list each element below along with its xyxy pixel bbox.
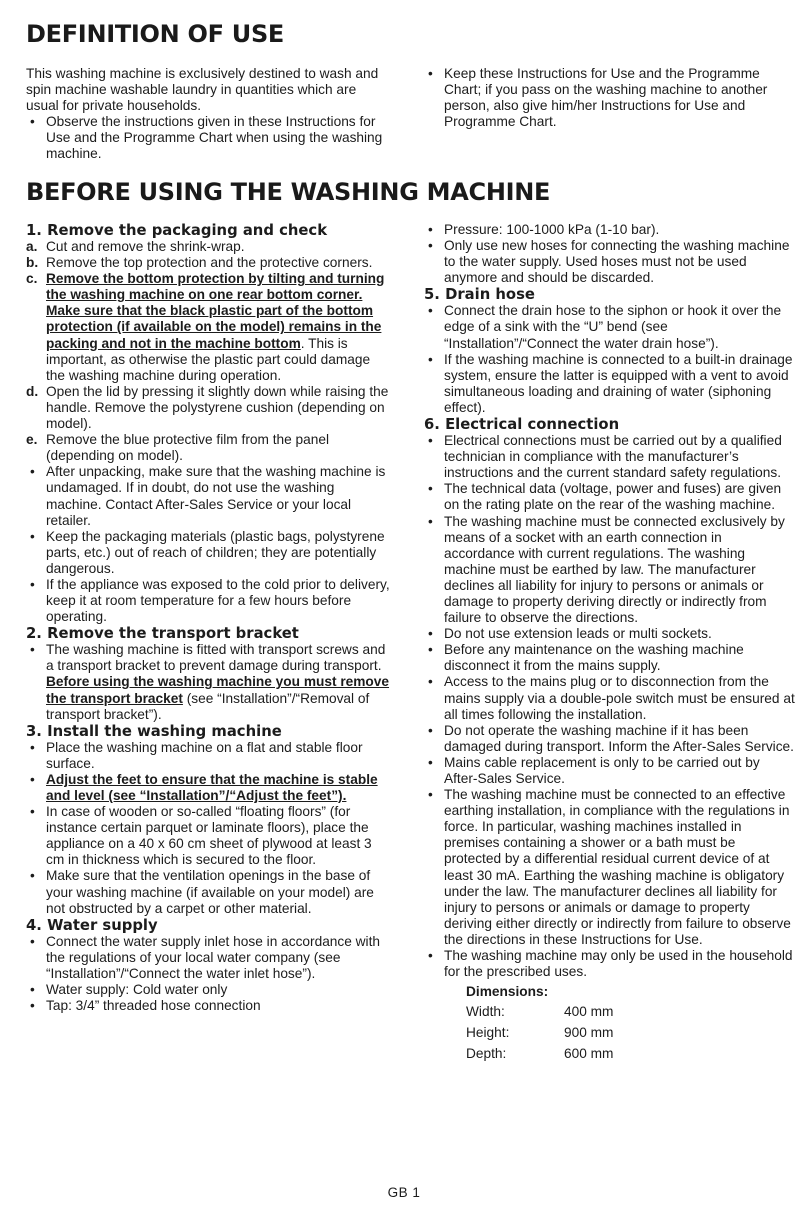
section-6-title: 6. Electrical connection	[424, 416, 620, 434]
section-3-title: 3. Install the washing machine	[26, 722, 282, 740]
dimension-value: 600 mm	[564, 1046, 614, 1062]
definition-left-column	[26, 66, 388, 163]
s5-bullet-drainage: • If the washing machine is connected to a built-in drainage system, ensure the latter is equipped with a vent to avoid simultaneous loading and draining of water (siphoning effect).	[424, 352, 796, 416]
definition-bullet-keep: • Keep these Instructions for Use and the Programme Chart; if you pass on the washing machine to another person, also give him/her Instructions for Use and Programme Chart.	[424, 66, 796, 130]
s2-bullet-transport: • The washing machine is fitted with transport screws and a transport bracket to prevent damage during transport. Before using the washing machine you must remove the transport bracket (see “Installation”/“Removal of transport bracket”).	[26, 642, 390, 722]
s6-bullet-household: • The washing machine may only be used in the household for the prescribed uses.	[424, 948, 796, 980]
s3-bullet-floors: • In case of wooden or so-called “floating floors” (for instance certain parquet or laminate floors), place the appliance on a 40 x 60 cm sheet of plywood at least 3 cm in thickness which is secured to the floor.	[26, 804, 390, 868]
dimension-value: 400 mm	[564, 1004, 614, 1020]
section-2-title: 2. Remove the transport bracket	[26, 625, 299, 643]
s6-bullet-technical-data: • The technical data (voltage, power and fuses) are given on the rating plate on the rear of the washing machine.	[424, 481, 796, 513]
s4-bullet-new-hoses: • Only use new hoses for connecting the washing machine to the water supply. Used hoses must not be used anymore and should be discarded.	[424, 238, 796, 286]
step-b: b. Remove the top protection and the protective corners.	[26, 255, 373, 271]
s6-bullet-extension: • Do not use extension leads or multi sockets.	[424, 626, 796, 642]
s4-bullet-inlet: • Connect the water supply inlet hose in accordance with the regulations of your local water company (see “Installation”/“Connect the water inlet hose”).	[26, 934, 390, 982]
step-d: d. Open the lid by pressing it slightly down while raising the handle. Remove the polystyrene cushion (depending on model).	[26, 383, 389, 432]
s6-bullet-maintenance: • Before any maintenance on the washing machine disconnect it from the mains supply.	[424, 642, 796, 674]
step-a: a. Cut and remove the shrink-wrap.	[26, 239, 245, 254]
definition-bullet-observe: • Observe the instructions given in these Instructions for Use and the Programme Chart when using the washing machine.	[26, 114, 388, 162]
left-column	[26, 222, 390, 1014]
s4-bullet-pressure: • Pressure: 100-1000 kPa (1-10 bar).	[424, 222, 796, 238]
dimensions-block	[424, 982, 796, 1064]
dimension-row-height	[466, 1022, 796, 1043]
s1-bullet-unpacking: • After unpacking, make sure that the washing machine is undamaged. If in doubt, do not use the washing machine. Contact After-Sales Service or your local retailer.	[26, 464, 390, 528]
s6-bullet-cable: • Mains cable replacement is only to be carried out by After-Sales Service.	[424, 755, 796, 787]
heading-before-using: BEFORE USING THE WASHING MACHINE	[26, 178, 551, 206]
section-5-title: 5. Drain hose	[424, 286, 535, 304]
dimension-label: Depth:	[466, 1046, 507, 1062]
dimension-value: 900 mm	[564, 1025, 614, 1041]
s6-bullet-earthing: • The washing machine must be connected to an effective earthing installation, in compliance with the regulations in force. In particular, washing machines installed in premises containing a shower or a bath must be protected by a differential residual current device of at least 30 mA. Earthing the washing machine is obligatory under the law. The manufacturer declines all liability for injury to persons or animals or damage to property deriving either directly or indirectly from failure to observe the directions in these Instructions for Use.	[424, 787, 796, 948]
page-number: GB 1	[387, 1185, 421, 1200]
dimension-label: Height:	[466, 1025, 510, 1041]
s6-bullet-mains-access: • Access to the mains plug or to disconnection from the mains supply via a double-pole switch must be ensured at all times following the installation.	[424, 674, 796, 722]
section-1-title: 1. Remove the packaging and check	[26, 222, 328, 239]
s4-bullet-tap: • Tap: 3/4” threaded hose connection	[26, 998, 390, 1014]
dimensions-title: Dimensions:	[466, 984, 549, 1000]
heading-definition-of-use: DEFINITION OF USE	[26, 20, 285, 48]
section-4-title: 4. Water supply	[26, 916, 158, 934]
s6-bullet-earth-socket: • The washing machine must be connected exclusively by means of a socket with an earth connection in accordance with current regulations. The washing machine must be earthed by law. The manufacturer declines all liability for injury to persons or animals or damage to property deriving directly or indirectly from failure to observe the directions.	[424, 514, 796, 627]
dimension-label: Width:	[466, 1004, 505, 1020]
s6-bullet-damaged: • Do not operate the washing machine if it has been damaged during transport. Inform the After-Sales Service.	[424, 723, 796, 755]
s1-bullet-cold: • If the appliance was exposed to the cold prior to delivery, keep it at room temperature for a few hours before operating.	[26, 577, 390, 625]
step-c: c. Remove the bottom protection by tilting and turning the washing machine on one rear bottom corner. Make sure that the black plastic part of the bottom protection (if available on the model) remains in the packing and not in the machine bottom. This is important, as otherwise the plastic part could damage the washing machine during operation.	[26, 271, 385, 383]
dimension-row-depth	[466, 1043, 796, 1064]
s5-bullet-siphon: • Connect the drain hose to the siphon or hook it over the edge of a sink with the “U” bend (see “Installation”/“Connect the water drain hose”).	[424, 303, 796, 351]
s1-bullet-packaging: • Keep the packaging materials (plastic bags, polystyrene parts, etc.) out of reach of children; they are potentially dangerous.	[26, 529, 390, 577]
s3-bullet-flat: • Place the washing machine on a flat and stable floor surface.	[26, 740, 390, 772]
s3-bullet-ventilation: • Make sure that the ventilation openings in the base of your washing machine (if available on your model) are not obstructed by a carpet or other material.	[26, 868, 390, 916]
definition-right-column	[424, 66, 796, 130]
dimension-row-width	[466, 1001, 796, 1022]
definition-intro: This washing machine is exclusively destined to wash and spin machine washable laundry in quantities which are usual for private households.	[26, 66, 379, 114]
s3-bullet-feet: • Adjust the feet to ensure that the machine is stable and level (see “Installation”/“Adjust the feet”).	[26, 772, 390, 804]
s4-bullet-cold-water: • Water supply: Cold water only	[26, 982, 390, 998]
right-column	[424, 222, 796, 1064]
s6-bullet-technician: • Electrical connections must be carried out by a qualified technician in compliance with the manufacturer’s instructions and the current standard safety regulations.	[424, 433, 796, 481]
step-e: e. Remove the blue protective film from the panel (depending on model).	[26, 432, 330, 464]
